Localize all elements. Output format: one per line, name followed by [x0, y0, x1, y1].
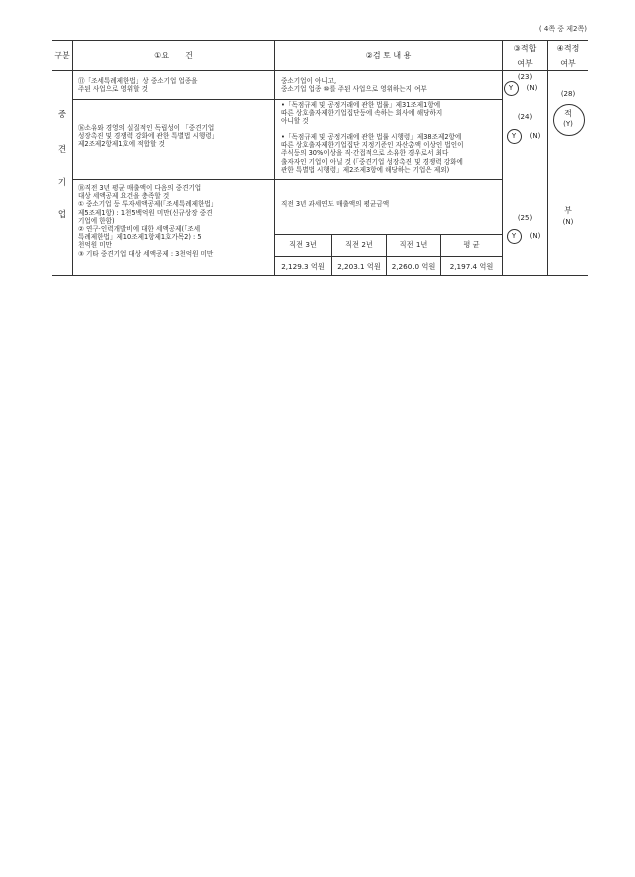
header-appropriate-a: ④적정	[556, 44, 580, 53]
row2-yes: Y	[511, 132, 517, 140]
row3-yes: Y	[511, 232, 517, 240]
rule-bottom	[52, 275, 588, 276]
row3-number: (25)	[517, 214, 533, 222]
rule-row1-bottom	[72, 99, 502, 100]
row2-review-2: •「독점규제 및 공정거래에 관한 법률 시행령」제38조제2항에 따른 상호출자제한기업집단 지정기준인 자산총액 이상인 법인이 주식등의 30%이상을 직·간접적으로 소유한 경우로서 최다 출자자인 기업이 아닐 것 (「중견기업 성장촉진 및 경쟁력 강화에 관한 특별법 시행령」제2조제3항에 해당하는 기업은 제외)	[281, 133, 464, 174]
header-fit-a: ③적합	[513, 44, 537, 53]
sales-value-avg: 2,197.4 억원	[449, 262, 494, 271]
row3-review: 직전 3년 과세연도 매출액의 평균금액	[281, 200, 390, 208]
row2-number: (24)	[517, 113, 533, 121]
row1-number: (23)	[517, 73, 533, 81]
sales-header-3y: 직전 3년	[289, 240, 317, 249]
rule-top	[52, 40, 588, 41]
row1-review: 중소기업이 아니고, 중소기업 업종 ⑩를 주된 사업으로 영위하는지 여부	[281, 77, 427, 94]
header-requirement: ①요 건	[154, 51, 193, 60]
header-fit-b: 여부	[517, 59, 533, 68]
header-review: ②검 토 내 용	[365, 51, 412, 60]
sales-header-2y: 직전 2년	[345, 240, 373, 249]
sales-value-1y: 2,260.0 억원	[391, 262, 436, 271]
rule-col1	[72, 40, 73, 276]
appropriate-no: (N)	[562, 218, 574, 226]
sales-header-1y: 직전 1년	[399, 240, 428, 249]
page-number: ( 4쪽 중 제2쪽)	[538, 25, 587, 33]
appropriate-no-label: 부	[564, 206, 572, 215]
appropriate-number: (28)	[560, 90, 576, 98]
row1-no: (N)	[526, 84, 538, 92]
row1-requirement: ⑪「조세특례제한법」상 중소기업 업종을 주된 사업으로 영위할 것	[78, 77, 198, 94]
rule-col4	[547, 40, 548, 276]
section-char: 기	[57, 178, 67, 188]
appropriate-label: 적	[564, 109, 572, 118]
sales-value-3y: 2,129.3 억원	[281, 262, 325, 271]
row2-no: (N)	[529, 132, 541, 140]
row1-yes: Y	[508, 84, 514, 92]
rule-row2-bottom	[72, 179, 502, 180]
sales-header-avg: 평 균	[463, 240, 480, 249]
section-char: 중	[57, 110, 67, 120]
section-char: 견	[57, 145, 67, 155]
row3-no: (N)	[529, 232, 541, 240]
appropriate-yes: (Y)	[563, 120, 573, 128]
header-gubun: 구분	[54, 51, 70, 60]
review-table	[52, 40, 588, 276]
row2-requirement: ⑯소유와 경영의 실질적인 독립성이 「중견기업 성장촉진 및 경쟁력 강화에 관한 특별법 시행령」 제2조제2항제1호에 적합할 것	[78, 124, 219, 149]
rule-subtable-mid	[275, 256, 502, 257]
section-char: 업	[57, 210, 67, 220]
sales-value-2y: 2,203.1 억원	[337, 262, 381, 271]
header-appropriate-b: 여부	[560, 59, 576, 68]
row3-requirement: ⑱직전 3년 평균 매출액이 다음의 중견기업 대상 세액공제 요건을 충족할 것 ① 중소기업 등 투자세액공제(「조세특례제한법」 제5조제1항) : 1천5백억원 미만(신규상장 중견 기업에 한함) ② 연구·인력개발비에 대한 세액공제(「조세 특례제한법」제10조제1항제1호가목2) : 5 천억원 미만 ③ 기타 중견기업 대상 세액공제 : 3천억원 미만	[78, 184, 218, 258]
rule-header-bottom	[52, 70, 588, 71]
rule-subtable-top	[275, 234, 502, 235]
row2-review-1: •「독점규제 및 공정거래에 관한 법률」제31조제1항에 따른 상호출자제한기업집단등에 속하는 회사에 해당하지 아니할 것	[281, 101, 443, 126]
